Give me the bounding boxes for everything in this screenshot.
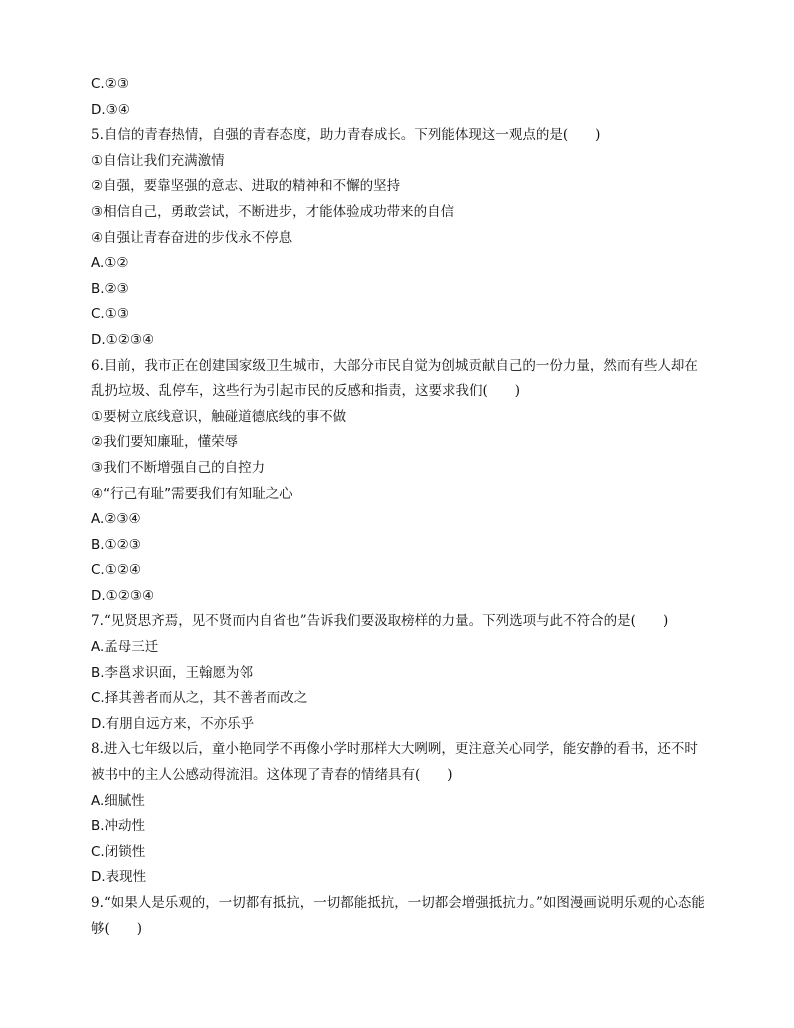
q6-statement-1: ①要树立底线意识，触碰道德底线的事不做: [91, 408, 347, 425]
q6-option-a: A.②③④: [91, 511, 141, 528]
q5-statement-2: ②自强，要靠坚强的意志、进取的精神和不懈的坚持: [91, 178, 401, 195]
q5-statement-4: ④自强让青春奋进的步伐永不停息: [91, 229, 293, 246]
q7-option-b: B.李邕求识面，王翰愿为邻: [91, 664, 254, 681]
q7-option-d: D.有朋自远方来，不亦乐乎: [91, 715, 255, 732]
q7-option-c: C.择其善者而从之，其不善者而改之: [91, 690, 308, 707]
q6-option-c: C.①②④: [91, 562, 142, 579]
q8-option-d: D.表现性: [91, 869, 147, 886]
q5-option-c: C.①③: [91, 306, 129, 323]
question-9-stem: 9.“如果人是乐观的，一切都有抵抗，一切都能抵抗，一切都会增强抵抗力。”如图漫画说明乐观的心态能够( ): [91, 895, 705, 937]
question-8-stem: 8.进入七年级以后，童小艳同学不再像小学时那样大大咧咧，更注意关心同学，能安静的看书，还不时被书中的主人公感动得流泪。这体现了青春的情绪具有( ): [91, 741, 698, 784]
option-c-q4: C.②③: [91, 76, 129, 92]
q6-option-b: B.①②③: [91, 536, 141, 553]
q5-option-a: A.①②: [91, 255, 129, 272]
question-list: [91, 72, 707, 942]
q6-option-d: D.①②③④: [91, 587, 155, 604]
q8-option-a: A.细腻性: [91, 792, 145, 809]
q5-option-d: D.①②③④: [91, 331, 155, 348]
question-7-stem: 7.“见贤思齐焉，见不贤而内自省也”告诉我们要汲取榜样的力量。下列选项与此不符合的是( ): [91, 613, 669, 630]
q8-option-c: C.闭锁性: [91, 843, 146, 860]
q7-option-a: A.孟母三迁: [91, 639, 159, 656]
q6-statement-2: ②我们要知廉耻，懂荣辱: [91, 434, 239, 451]
q5-statement-1: ①自信让我们充满激情: [91, 152, 225, 169]
q8-option-b: B.冲动性: [91, 818, 146, 835]
question-5-stem: 5.自信的青春热情，自强的青春态度，助力青春成长。下列能体现这一观点的是( ): [91, 127, 601, 144]
option-d-q4: D.③④: [91, 101, 130, 118]
q5-statement-3: ③相信自己，勇敢尝试，不断进步，才能体验成功带来的自信: [91, 203, 455, 220]
q5-option-b: B.②③: [91, 280, 129, 297]
q6-statement-4: ④“行己有耻”需要我们有知耻之心: [91, 485, 293, 502]
question-6-stem: 6.目前，我市正在创建国家级卫生城市，大部分市民自觉为创城贡献自己的一份力量，然而有些人却在乱扔垃圾、乱停车，这些行为引起市民的反感和指责，这要求我们( ): [91, 357, 698, 400]
q6-statement-3: ③我们不断增强自己的自控力: [91, 459, 266, 476]
